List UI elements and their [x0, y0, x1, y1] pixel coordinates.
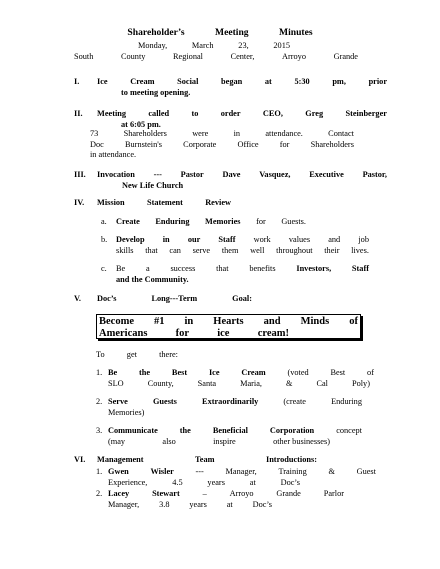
word: &: [328, 467, 335, 476]
word: skills: [116, 245, 134, 255]
word: Long---Term: [151, 294, 198, 303]
word: Doc’s: [280, 477, 300, 487]
word: that: [145, 245, 158, 255]
word: County: [120, 52, 146, 61]
word: 3.8: [159, 499, 170, 509]
word: cream!: [257, 328, 289, 339]
word: in: [233, 129, 241, 138]
word: (may: [108, 436, 126, 446]
word: Americans: [99, 328, 148, 339]
word: in: [184, 316, 194, 327]
word: Dave: [222, 170, 241, 179]
word: Santa: [197, 378, 217, 388]
word: at: [264, 77, 272, 86]
word: Monday,: [138, 41, 168, 50]
word: Lacey: [108, 489, 130, 498]
word: at: [249, 477, 256, 487]
word: for: [279, 139, 290, 149]
word: Burnstein's: [125, 139, 162, 149]
mission-item-line: and the Community.: [116, 274, 189, 284]
word: Experience,: [108, 477, 148, 487]
word: Guests: [152, 397, 177, 406]
word: years: [207, 477, 225, 487]
word: for: [175, 328, 190, 339]
word: Doc’s: [252, 499, 272, 509]
word: Corporate: [183, 139, 217, 149]
item-label: b.: [101, 235, 108, 244]
word: began: [221, 77, 243, 86]
word: there:: [159, 350, 178, 359]
word: serve: [192, 245, 211, 255]
word: Grande: [333, 52, 358, 61]
word: Cream: [241, 368, 266, 377]
item-label: 2.: [96, 397, 103, 406]
word: our: [187, 235, 201, 244]
word: Pastor: [180, 170, 204, 179]
word: Doc’s: [97, 294, 117, 303]
word: and: [263, 316, 281, 327]
word: Extraordinarily: [202, 397, 259, 406]
word: Guest: [356, 467, 376, 476]
word: Manager,: [108, 499, 140, 509]
to-get-there: [96, 350, 178, 361]
word: 73: [90, 129, 99, 138]
word: order: [220, 109, 241, 118]
attendance-line: in attendance.: [90, 150, 137, 160]
word: March: [191, 41, 214, 50]
word: Pastor,: [362, 170, 387, 179]
word: –: [202, 489, 207, 498]
word: in: [162, 235, 170, 244]
word: Best: [330, 368, 346, 377]
word: County,: [147, 378, 174, 388]
word: called: [148, 109, 170, 118]
word: (voted: [287, 368, 309, 377]
word: #1: [154, 316, 165, 327]
word: Invocation: [97, 170, 135, 179]
section-5-heading: [97, 294, 252, 305]
word: Ice: [97, 77, 108, 86]
word: Cream: [130, 77, 155, 86]
word: Shareholders: [123, 129, 167, 138]
word: years: [189, 499, 207, 509]
word: Investors,: [296, 264, 332, 273]
word: (create: [283, 397, 306, 406]
word: Staff: [218, 235, 236, 244]
section-2-line: [97, 109, 387, 120]
word: prior: [368, 77, 387, 86]
word: 23,: [238, 41, 249, 50]
word: Greg: [305, 109, 324, 118]
word: 4.5: [172, 477, 183, 487]
word: Arroyo: [282, 52, 306, 61]
word: Arroyo: [229, 489, 254, 498]
section-1-line: to meeting opening.: [121, 87, 191, 97]
word: Introductions:: [265, 455, 317, 464]
section-number: III.: [74, 170, 86, 179]
word: Develop: [116, 235, 145, 244]
word: Training: [278, 467, 307, 476]
word: Create: [116, 217, 140, 226]
word: attendance.: [265, 129, 303, 138]
word: success: [170, 264, 196, 273]
word: Contact: [328, 129, 354, 138]
section-2-line: at 6:05 pm.: [121, 119, 161, 129]
word: pm,: [332, 77, 346, 86]
word: ---: [153, 170, 162, 179]
word: Guests.: [281, 217, 306, 226]
word: values: [288, 235, 311, 244]
word: Beneficial: [212, 426, 248, 435]
word: and: [328, 235, 341, 244]
word: to: [191, 109, 199, 118]
section-1-line: [97, 77, 387, 88]
word: CEO,: [262, 109, 283, 118]
word: Steinberger: [345, 109, 387, 118]
word: benefits: [249, 264, 276, 273]
section-number: VI.: [74, 455, 86, 464]
word: Goal:: [232, 294, 252, 303]
word: their: [324, 245, 340, 255]
document-title: [0, 28, 440, 39]
word: Parlor: [323, 489, 344, 498]
section-4-heading: [97, 198, 231, 209]
word: Be: [108, 368, 118, 377]
word: &: [285, 378, 293, 388]
goal-box: [96, 314, 361, 339]
word: Corporation: [269, 426, 315, 435]
word: Hearts: [213, 316, 244, 327]
word: Regional: [173, 52, 203, 61]
word: Ice: [208, 368, 220, 377]
item-label: c.: [101, 264, 107, 273]
word: Manager,: [225, 467, 257, 476]
title-word: Meeting: [215, 27, 249, 38]
word: Become: [99, 316, 134, 327]
word: Maria,: [240, 378, 262, 388]
word: concept: [336, 426, 362, 435]
word: Communicate: [108, 426, 158, 435]
word: Best: [171, 368, 188, 377]
word: Wisler: [150, 467, 174, 476]
word: Enduring: [331, 397, 362, 406]
word: 5:30: [294, 77, 310, 86]
attendance-paragraph: [90, 129, 354, 161]
word: the: [139, 368, 151, 377]
item-label: 1.: [96, 368, 103, 377]
title-word: Shareholder’s: [127, 27, 185, 38]
word: Center,: [230, 52, 255, 61]
word: were: [192, 129, 209, 138]
word: Be: [116, 264, 126, 273]
word: ice: [217, 328, 230, 339]
word: Poly): [351, 378, 370, 388]
word: Stewart: [152, 489, 180, 498]
word: a: [145, 264, 150, 273]
title-word: Minutes: [279, 27, 313, 38]
word: other businesses): [273, 436, 330, 446]
word: Meeting: [97, 109, 127, 118]
word: of: [367, 368, 374, 377]
word: Team: [195, 455, 215, 464]
word: Management: [97, 455, 144, 464]
section-6-heading: [97, 455, 317, 466]
word: throughout: [276, 245, 313, 255]
section-number: V.: [74, 294, 81, 303]
section-3-line: New Life Church: [122, 180, 184, 190]
word: Serve: [108, 397, 128, 406]
word: inspire: [213, 436, 236, 446]
word: To: [96, 350, 105, 359]
word: can: [169, 245, 181, 255]
word: South: [74, 52, 94, 61]
word: get: [126, 350, 137, 359]
word: that: [216, 264, 229, 273]
word: the: [179, 426, 191, 435]
word: Shareholders: [310, 139, 354, 149]
goal-item-line: Memories): [108, 407, 145, 417]
item-label: 2.: [96, 489, 103, 498]
word: Doc: [90, 139, 104, 149]
word: also: [162, 436, 176, 446]
word: Enduring: [155, 217, 190, 226]
word: Grande: [276, 489, 301, 498]
word: well: [250, 245, 265, 255]
section-number: IV.: [74, 198, 85, 207]
word: Gwen: [108, 467, 129, 476]
word: SLO: [108, 378, 124, 388]
word: Review: [205, 198, 231, 207]
word: Vasquez,: [259, 170, 291, 179]
section-number: I.: [74, 77, 80, 86]
word: Staff: [351, 264, 369, 273]
word: Minds: [300, 316, 330, 327]
word: them: [221, 245, 239, 255]
section-3-line: [97, 170, 387, 181]
word: work: [253, 235, 271, 244]
word: lives.: [351, 245, 369, 255]
word: Office: [237, 139, 259, 149]
word: for: [256, 217, 266, 226]
word: Executive: [309, 170, 344, 179]
item-label: 1.: [96, 467, 103, 476]
word: job: [358, 235, 369, 244]
word: Cal: [316, 378, 328, 388]
word: 2015: [273, 41, 290, 50]
word: Memories: [205, 217, 241, 226]
word: at: [226, 499, 233, 509]
item-label: a.: [101, 217, 107, 226]
word: Statement: [146, 198, 183, 207]
word: Mission: [97, 198, 125, 207]
word: ---: [195, 467, 204, 476]
word: of: [349, 316, 358, 327]
section-number: II.: [74, 109, 83, 118]
word: Social: [177, 77, 199, 86]
item-label: 3.: [96, 426, 103, 435]
